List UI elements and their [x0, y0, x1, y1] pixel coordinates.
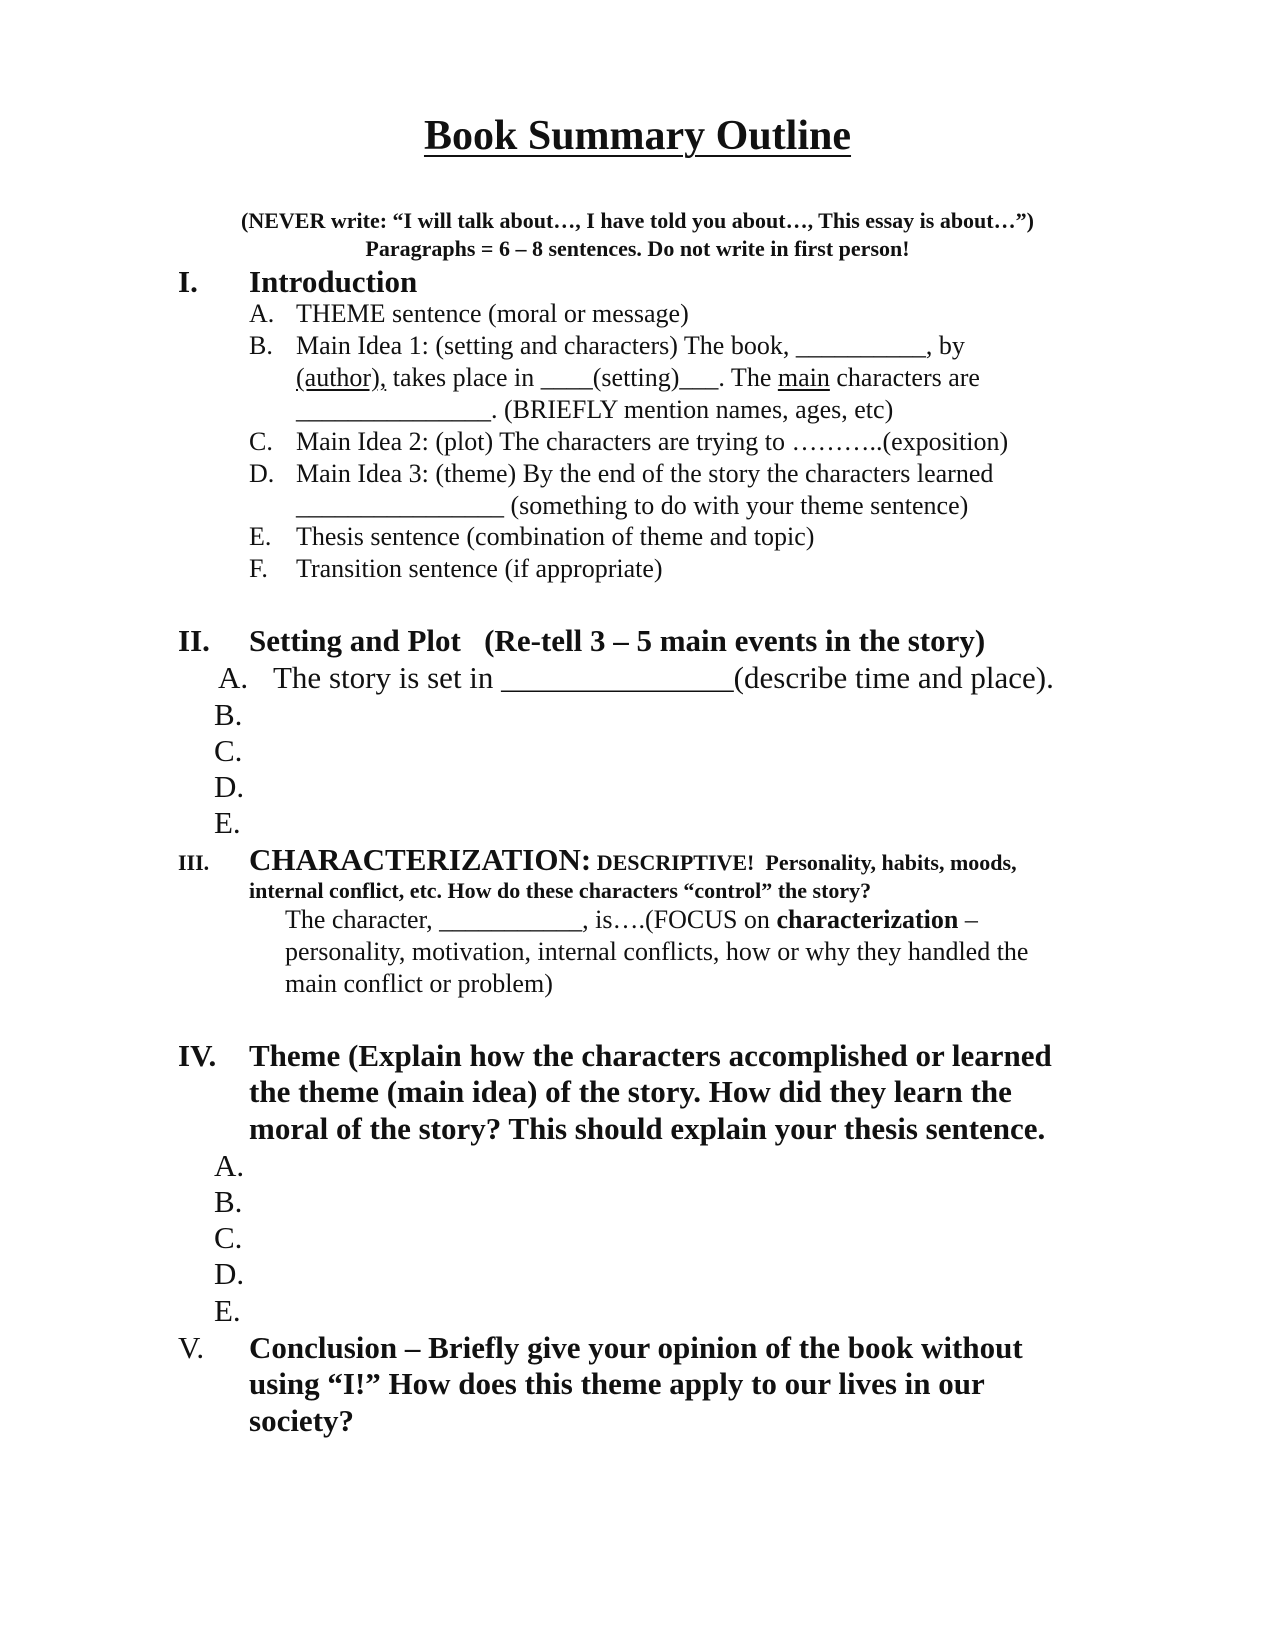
- item-4c-letter: C.: [214, 1220, 243, 1255]
- item-1a-text: THEME sentence (moral or message): [296, 299, 689, 328]
- item-1c-letter: C.: [249, 427, 273, 456]
- item-1b-fragment: takes place in: [386, 363, 541, 392]
- main-underlined: main: [777, 363, 830, 392]
- section-3-body-fragment: –: [958, 905, 978, 934]
- item-1b-fragment: . The: [718, 363, 778, 392]
- section-3-body-fragment: The character, ___________, is….(FOCUS on: [285, 905, 777, 934]
- item-1f-letter: F.: [249, 554, 268, 583]
- item-1f-text: Transition sentence (if appropriate): [296, 554, 663, 583]
- item-2a-text: The story is set in _______________(describe time and place).: [273, 660, 1054, 695]
- section-4-number: IV.: [178, 1038, 217, 1073]
- item-1e-letter: E.: [249, 522, 272, 551]
- section-3-heading-rest: DESCRIPTIVE! Personality, habits, moods,: [591, 850, 1017, 875]
- item-2b-letter: B.: [214, 697, 243, 732]
- section-4-line-1: Theme (Explain how the characters accomplished or learned: [249, 1038, 1052, 1073]
- item-1a-letter: A.: [249, 299, 275, 328]
- item-1b-line-3: _______________. (BRIEFLY mention names, ages, etc): [296, 395, 894, 424]
- item-1b-fragment: characters are: [829, 363, 980, 392]
- section-1-number: I.: [178, 264, 198, 299]
- item-1d-line-2: ________________ (something to do with your theme sentence): [296, 491, 969, 520]
- characterization-heading: CHARACTERIZATION:: [249, 842, 592, 877]
- section-2-number: II.: [178, 623, 210, 658]
- note-line-1: (NEVER write: “I will talk about…, I have told you about…, This essay is about…”): [241, 208, 1034, 233]
- item-2e-letter: E.: [214, 805, 241, 840]
- section-3-body-3: main conflict or problem): [285, 969, 553, 998]
- characterization-bold: characterization: [776, 905, 959, 934]
- section-5-line-2: using “I!” How does this theme apply to our lives in our: [249, 1366, 985, 1401]
- item-1d-line-1: Main Idea 3: (theme) By the end of the story the characters learned: [296, 459, 994, 488]
- section-1-heading: Introduction: [249, 264, 418, 299]
- section-2-heading: Setting and Plot (Re-tell 3 – 5 main events in the story): [249, 623, 986, 658]
- section-3-body-2: personality, motivation, internal conflicts, how or why they handled the: [285, 937, 1029, 966]
- section-3-number: III.: [178, 850, 210, 875]
- item-2a-letter: A.: [218, 660, 249, 695]
- item-1c-text: Main Idea 2: (plot) The characters are trying to ………..(exposition): [296, 427, 1009, 456]
- item-1d-letter: D.: [249, 459, 275, 488]
- item-4e-letter: E.: [214, 1293, 241, 1328]
- author-underlined: (author),: [296, 363, 387, 392]
- section-5-number: V.: [178, 1330, 205, 1365]
- item-1b-line-2: [296, 363, 980, 393]
- item-1b-letter: B.: [249, 331, 273, 360]
- item-4b-letter: B.: [214, 1184, 243, 1219]
- page-title: Book Summary Outline: [423, 113, 852, 159]
- setting-blank: ____(setting)___: [540, 363, 719, 392]
- item-1b-line-1: Main Idea 1: (setting and characters) The book, __________, by: [296, 331, 965, 360]
- item-4a-letter: A.: [214, 1148, 245, 1183]
- section-5-line-1: Conclusion – Briefly give your opinion of the book without: [249, 1330, 1023, 1365]
- item-2c-letter: C.: [214, 733, 243, 768]
- section-3-line-2: internal conflict, etc. How do these characters “control” the story?: [249, 878, 872, 903]
- section-5-line-3: society?: [249, 1403, 355, 1438]
- section-3-body-1: [285, 905, 978, 935]
- section-3-heading: [249, 842, 1017, 878]
- section-4-line-2: the theme (main idea) of the story. How did they learn the: [249, 1074, 1012, 1109]
- item-4d-letter: D.: [214, 1256, 245, 1291]
- section-4-line-3: moral of the story? This should explain your thesis sentence.: [249, 1111, 1046, 1146]
- item-1e-text: Thesis sentence (combination of theme and topic): [296, 522, 815, 551]
- item-2d-letter: D.: [214, 769, 245, 804]
- note-line-2: Paragraphs = 6 – 8 sentences. Do not write in first person!: [365, 236, 910, 261]
